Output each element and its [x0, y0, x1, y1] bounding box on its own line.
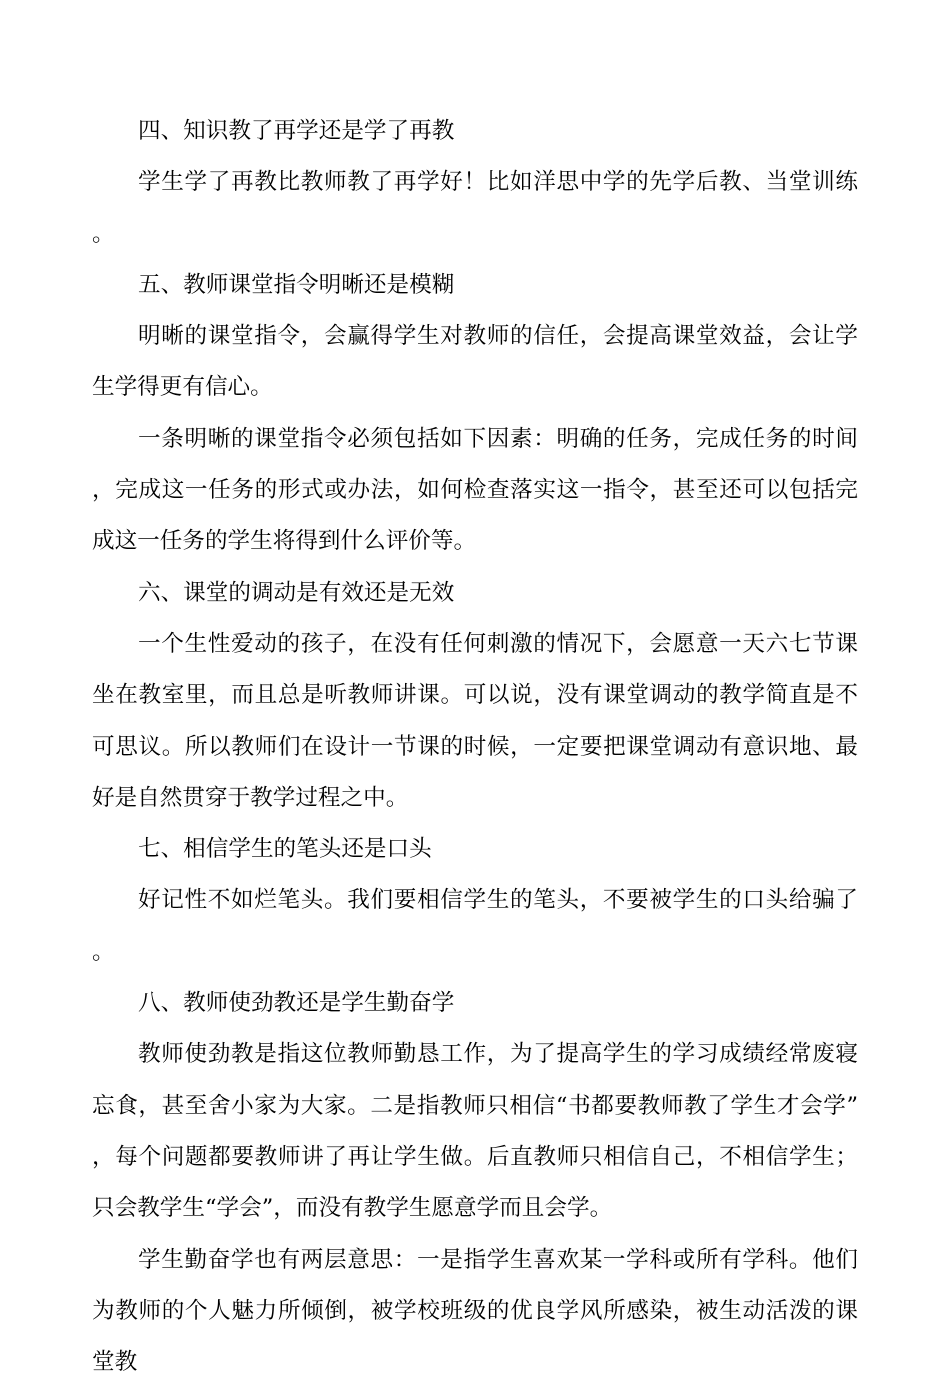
document-page	[92, 106, 858, 1388]
paragraph-learn-then-teach: 学生学了再教比教师教了再学好！比如洋思中学的先学后教、当堂训练。	[92, 169, 858, 247]
paragraph-student-diligence: 学生勤奋学也有两层意思：一是指学生喜欢某一学科或所有学科。他们为教师的个人魅力所倾倒，被学校班级的优良学风所感染，被生动活泼的课堂教	[92, 1246, 858, 1376]
paragraph-classroom-mobilization: 一个生性爱动的孩子，在没有任何刺激的情况下，会愿意一天六七节课坐在教室里，而且总是听教师讲课。可以说，没有课堂调动的教学简直是不可思议。所以教师们在设计一节课的时候，一定要把课堂调动有意识地、最好是自然贯穿于教学过程之中。	[92, 630, 858, 811]
section-heading-4: 四、知识教了再学还是学了再教	[138, 118, 455, 144]
section-heading-8: 八、教师使劲教还是学生勤奋学	[138, 990, 455, 1017]
paragraph-trust-writing: 好记性不如烂笔头。我们要相信学生的笔头，不要被学生的口头给骗了。	[92, 887, 858, 965]
paragraph-teacher-effort: 教师使劲教是指这位教师勤恳工作，为了提高学生的学习成绩经常废寝忘食，甚至舍小家为大家。二是指教师只相信“书都要教师教了学生才会学”，每个问题都要教师讲了再让学生做。后直教师只相信自己，不相信学生；只会教学生“学会”，而没有教学生愿意学而且会学。	[92, 1041, 858, 1222]
paragraph-instruction-elements: 一条明晰的课堂指令必须包括如下因素：明确的任务，完成任务的时间，完成这一任务的形式或办法，如何检查落实这一指令，甚至还可以包括完成这一任务的学生将得到什么评价等。	[92, 425, 858, 555]
section-heading-5: 五、教师课堂指令明晰还是模糊	[138, 271, 455, 298]
section-heading-7: 七、相信学生的笔头还是口头	[138, 836, 432, 863]
section-heading-6: 六、课堂的调动是有效还是无效	[138, 579, 455, 606]
paragraph-clear-instructions: 明晰的课堂指令，会赢得学生对教师的信任，会提高课堂效益，会让学生学得更有信心。	[92, 323, 858, 401]
